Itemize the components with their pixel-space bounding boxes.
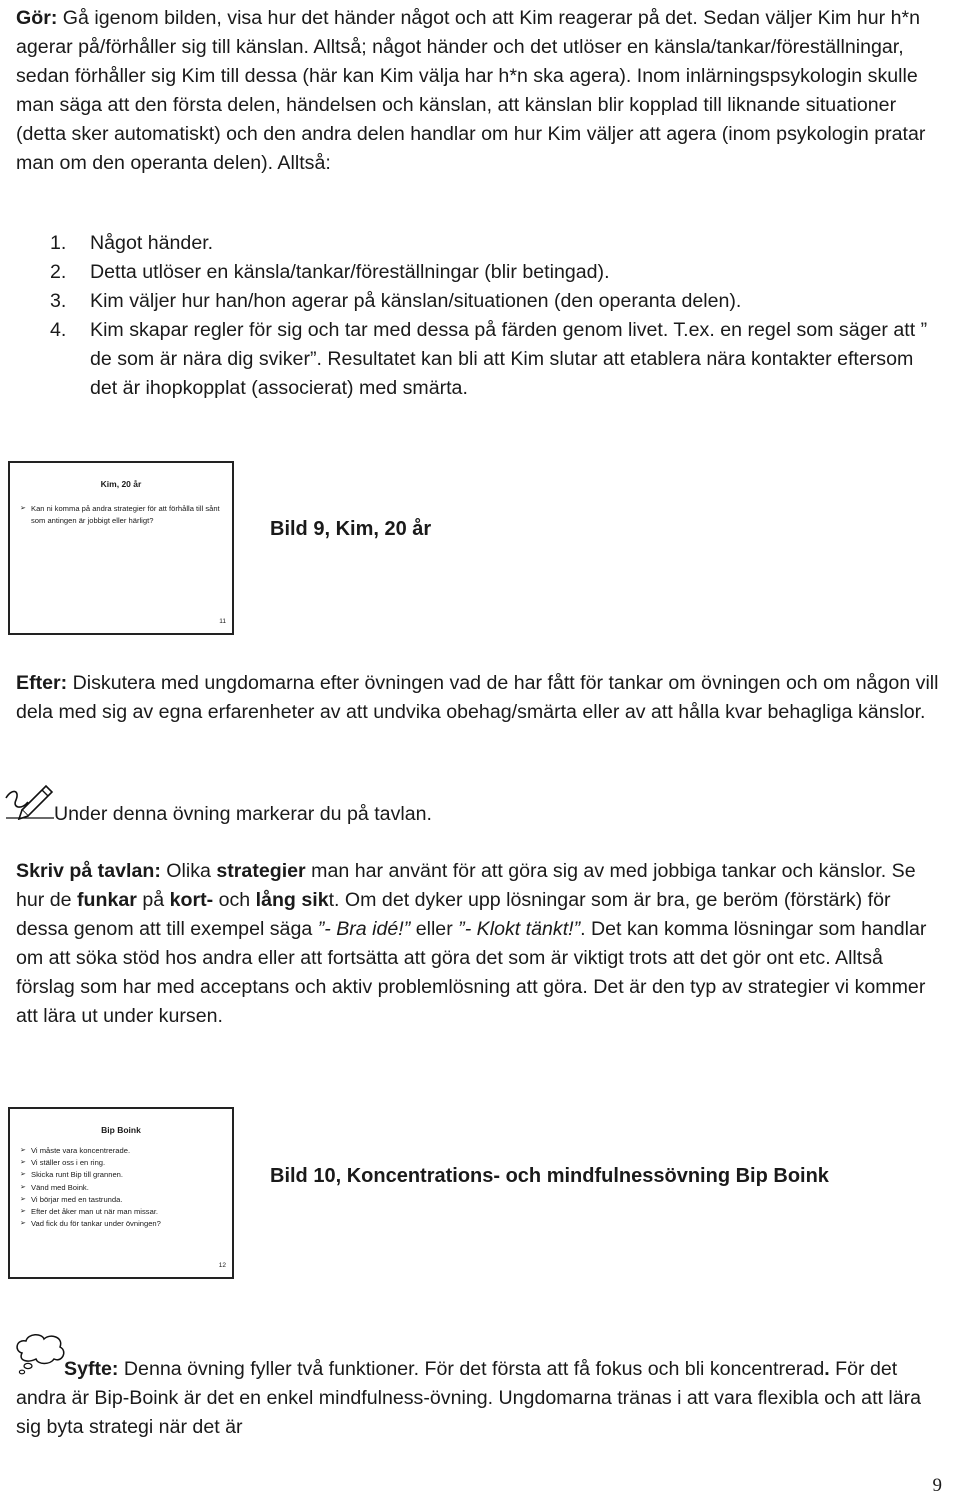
list-item: 2. Detta utlöser en känsla/tankar/föreställningar (blir betingad). [50,261,610,283]
gor-label: Gör: [16,7,58,29]
syfte-paragraph: Syfte: Denna övning fyller två funktioner. För det första att få fokus och bli koncentrerad. För det andra är Bip-Boink är det en enkel mindfulness-övning. Ungdomarna tränas i att vara flexibla och att lära sig byta strategi när det är [16,1358,922,1438]
steps-list [50,229,930,403]
slide-item: ➢ Vi börjar med en tastrunda. [20,1194,224,1206]
slide-item: ➢ Vi ställer oss i en ring. [20,1157,224,1169]
list-item: 3. Kim väljer hur han/hon agerar på känslan/situationen (den operanta delen). [50,290,742,312]
slide-item: ➢ Skicka runt Bip till grannen. [20,1169,224,1181]
page-number: 9 [932,1475,942,1496]
list-item: 1. Något händer. [50,232,214,254]
skriv-paragraph: Skriv på tavlan: Olika strategier man har använt för att göra sig av med jobbiga tankar och känslor. Se hur de funkar på kort- och lång sikt. Om det dyker upp lösningar som är bra, ge beröm (förstärk) för dessa genom att till exempel säga ”- Bra idé!” eller ”- Klokt tänkt!”. Det kan komma lösningar som handlar om att söka stöd hos andra eller att fortsätta att göra det som är viktigt trots att det gör ont etc. Alltså förslag som har med acceptans och aktiv problemlösning att göra. Det är den typ av strategier vi kommer att lära ut under kursen. [16,860,927,1027]
gor-paragraph [16,4,946,178]
under-note: Under denna övning markerar du på tavlan. [54,803,432,825]
slide-thumbnail-9 [8,461,234,635]
slide-items [20,1145,224,1230]
slide-caption-10: Bild 10, Koncentrations- och mindfulnessövning Bip Boink [270,1165,829,1187]
slide-item: ➢ Vad fick du för tankar under övningen? [20,1218,224,1230]
slide-title: Kim, 20 år [100,479,142,489]
slide-item: ➢ Vi måste vara koncentrerade. [20,1145,224,1157]
slide-item: ➢ Vänd med Boink. [20,1182,224,1194]
slide-caption-9: Bild 9, Kim, 20 år [270,518,432,540]
efter-label: Efter: [16,672,68,694]
slide-item: ➢ Kan ni komma på andra strategier för att förhålla till sånt som antingen är jobbigt eller härligt? [20,503,224,527]
gor-text: Gå igenom bilden, visa hur det händer något och att Kim reagerar på det. Sedan väljer Kim hur h*n agerar på/förhåller sig till känslan. Alltså; något händer och det utlöser en känsla/tankar/föreställningar, sedan förhåller sig Kim till dessa (här kan Kim välja har h*n ska agera). Inom inlärningspsykologin skulle man säga att den första delen, händelsen och känslan, att känslan blir kopplad till liknande situationer (detta sker automatiskt) och den andra delen handlar om hur Kim väljer att agera (inom psykologin pratar man om den operanta delen). Alltså: [16,7,926,174]
slide-page-number: 12 [218,1262,226,1269]
list-item: 4. Kim skapar regler för sig och tar med dessa på färden genom livet. T.ex. en regel som säger att ” de som är nära dig sviker”. Resultatet kan bli att Kim slutar att etablera nära kontakter eftersom det är ihopkopplat (associerat) med smärta. [50,319,928,399]
slide-item: ➢ Efter det åker man ut när man missar. [20,1206,224,1218]
slide-title: Bip Boink [101,1125,141,1135]
slide-thumbnail-10 [8,1107,234,1279]
slide-page-number: 11 [219,618,226,625]
efter-paragraph: Efter: Diskutera med ungdomarna efter övningen vad de har fått för tankar om övningen och om någon vill dela med sig av egna erfarenheter av att undvika obehag/smärta eller av att hålla kvar behagliga känslor. [16,672,939,723]
pencil-icon [2,780,56,820]
slide-items [20,503,224,527]
